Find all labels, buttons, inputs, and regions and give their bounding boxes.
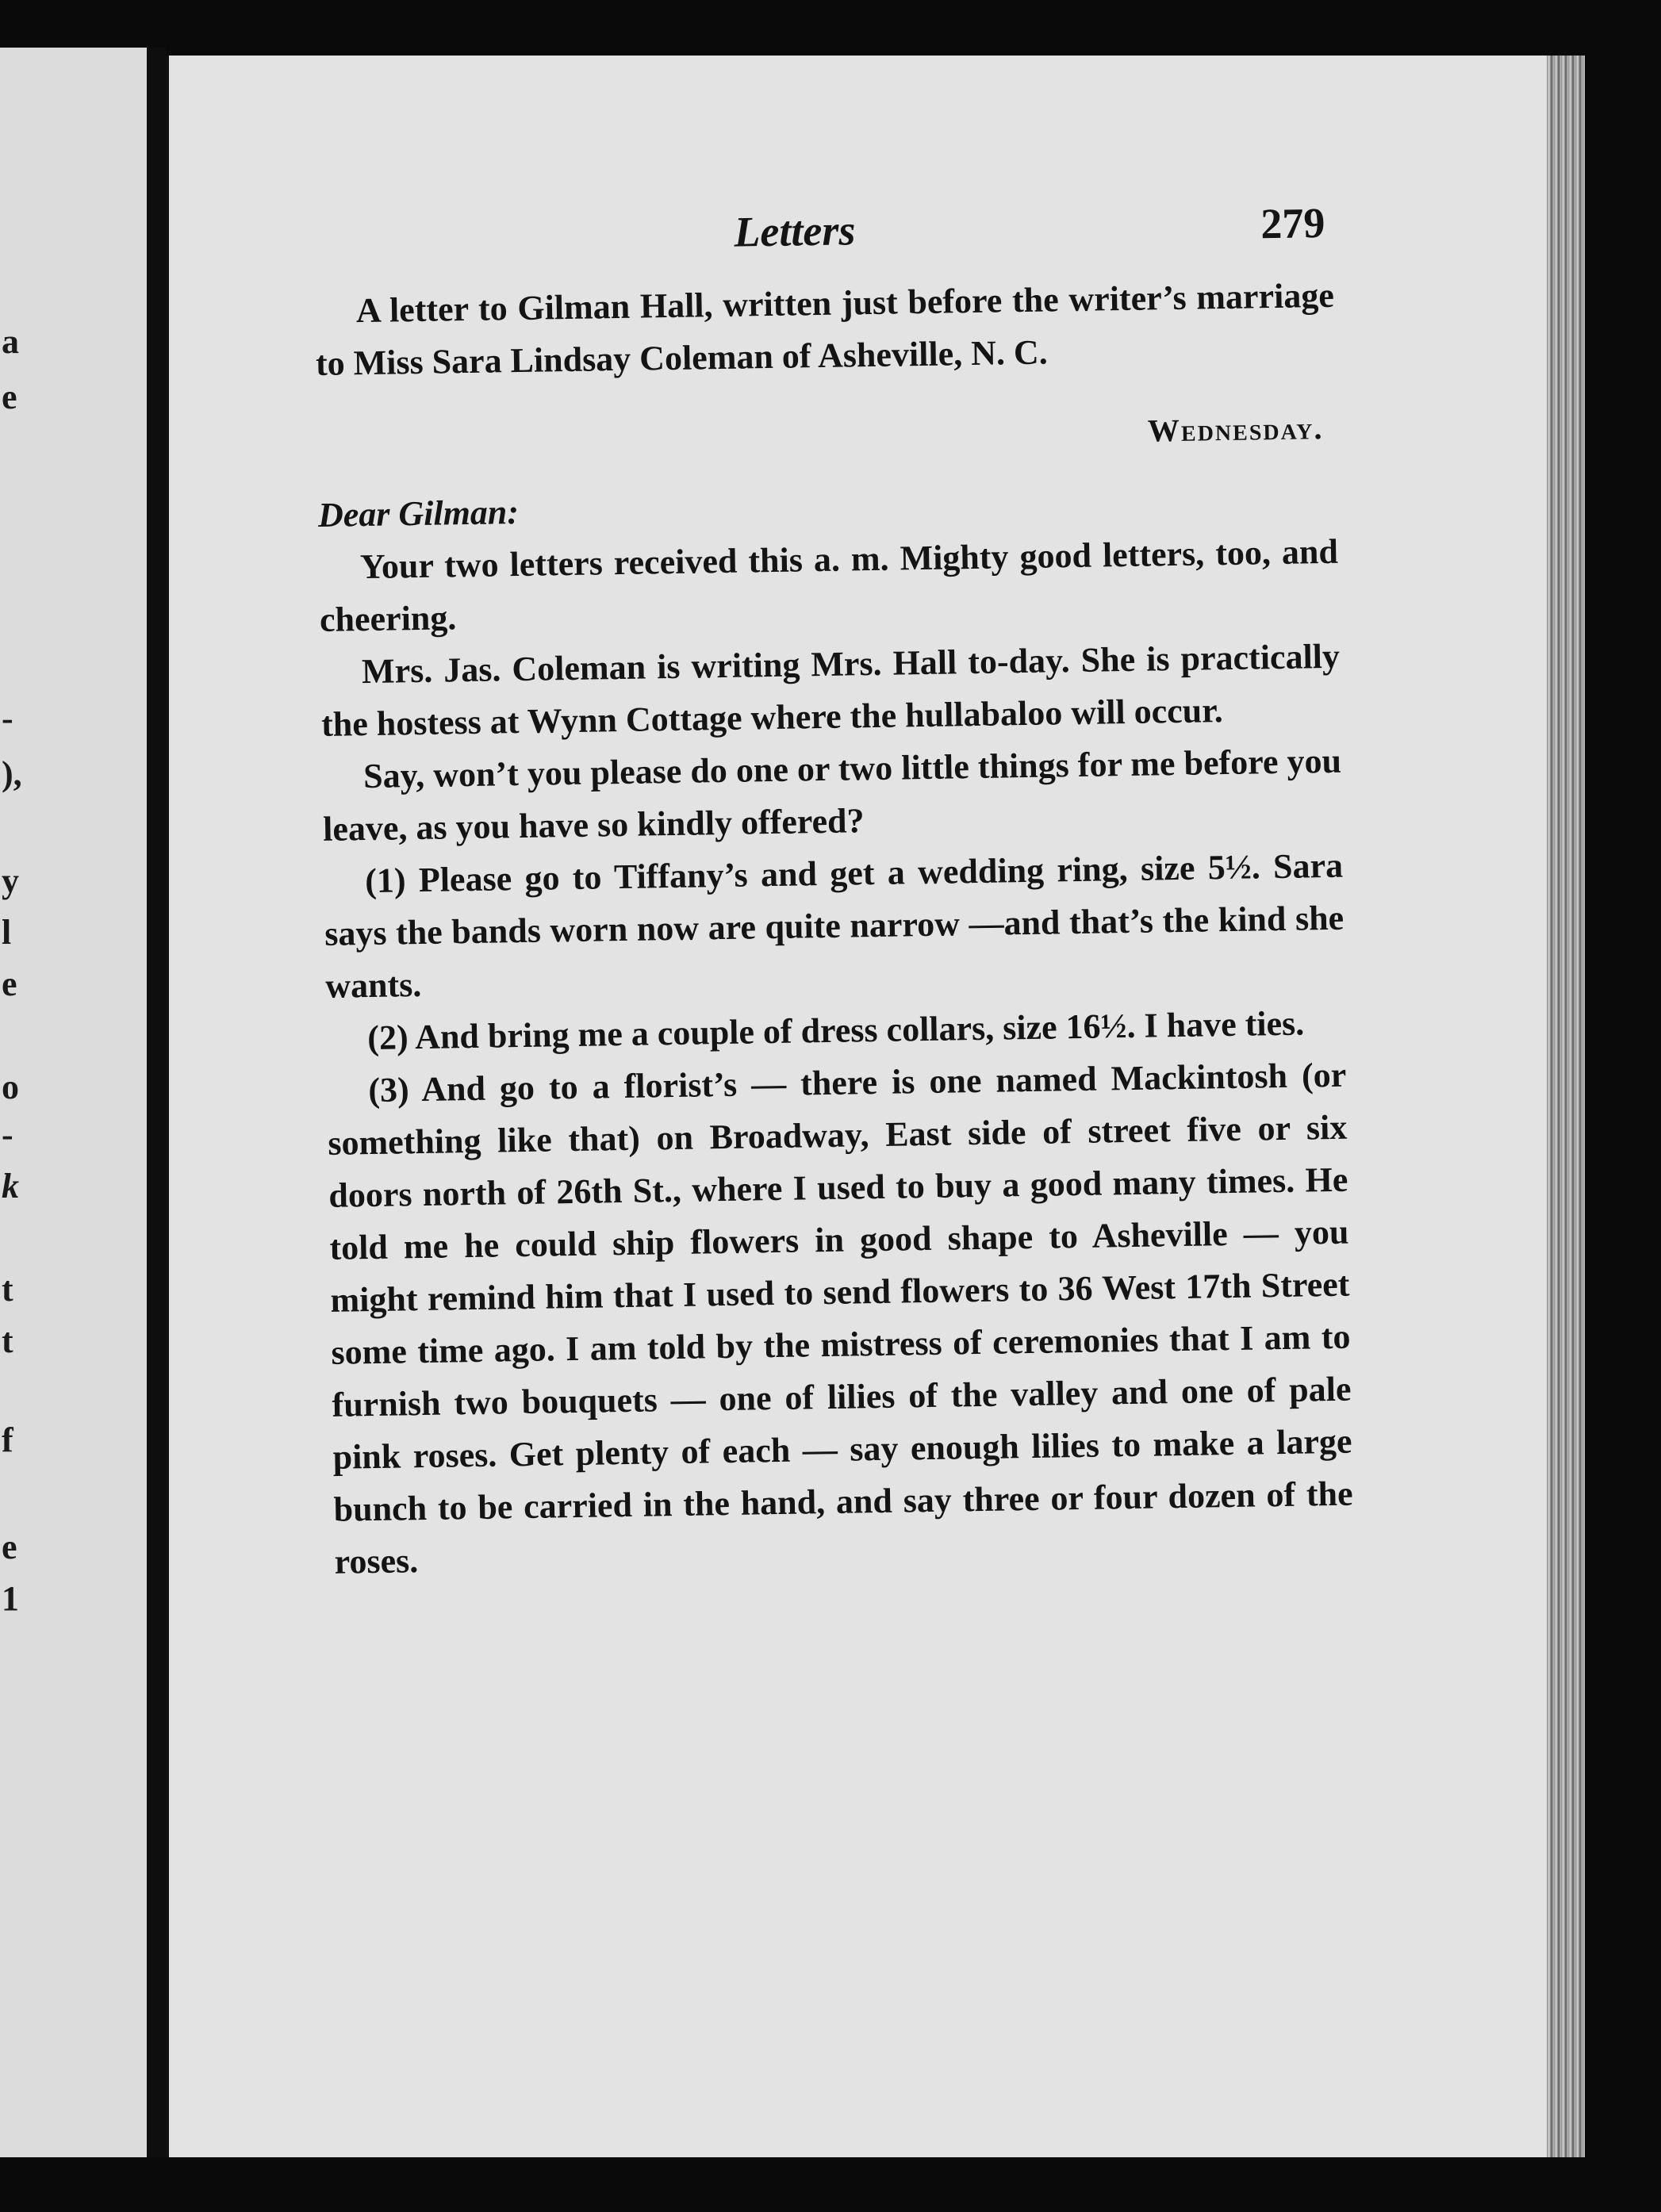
letter-paragraph: (3) And go to a florist’s — there is one named Mackintosh (or something like that) on Broadway, East side of street five or six doors north of 26th St., where I used to buy a good many times. He told me he could ship flowers in good shape to Asheville — you might remind him that I used to send flowers to 36 West 17th Street some time ago. I am told by the mistress of ceremonies that I am to furnish two bouquets — one of lilies of the valley and one of pale pink roses. Get plenty of each — say enough lilies to make a large bunch to be carried in the hand, and say three or four dozen of the roses. (328, 1055, 1353, 1581)
page-text (313, 198, 1354, 1589)
left-fragment: t (2, 1270, 13, 1309)
letter-dateline: Wednesday. (1147, 410, 1324, 449)
letter-introduction: A letter to Gilman Hall, written just before the writer’s marriage to Miss Sara Lindsay Coleman of Asheville, N. C. (315, 275, 1335, 383)
left-fragment: t (2, 1321, 13, 1360)
left-fragment: a (2, 322, 19, 361)
left-fragment: 1 (2, 1579, 19, 1618)
letter-paragraph: Your two letters received this a. m. Mighty good letters, too, and cheering. (319, 531, 1339, 639)
letter-paragraph: Mrs. Jas. Coleman is writing Mrs. Hall to-day. She is practically the hostess at Wynn Cottage where the hullabaloo will occur. (320, 636, 1341, 744)
running-title: Letters (733, 206, 856, 256)
left-fragment: e (2, 964, 17, 1003)
page-stack-edge (1547, 56, 1585, 2157)
previous-page-edge (0, 48, 147, 2157)
letter-salutation: Dear Gilman: (317, 492, 520, 535)
left-fragment: k (2, 1167, 19, 1206)
letter-paragraph: Say, won’t you please do one or two little things for me before you leave, as you have so kindly offered? (322, 741, 1342, 849)
page-number: 279 (1260, 198, 1325, 248)
left-fragment: - (2, 699, 13, 738)
letter-paragraph: (1) Please go to Tiffany’s and get a wedding ring, size 5½. Sara says the bands worn now are quite narrow —and that’s the kind she wants. (324, 845, 1345, 1006)
letter-paragraph: (2) And bring me a couple of dress collars, size 16½. I have ties. (366, 1003, 1305, 1058)
left-fragment: l (2, 913, 12, 952)
book-gutter (147, 48, 166, 2157)
left-fragment: - (2, 1115, 13, 1154)
left-fragment: ), (2, 754, 22, 793)
left-fragment: f (2, 1420, 13, 1459)
left-fragment: e (2, 378, 17, 416)
left-fragment: o (2, 1068, 19, 1106)
left-fragment: y (2, 861, 19, 900)
left-fragment: e (2, 1528, 17, 1566)
